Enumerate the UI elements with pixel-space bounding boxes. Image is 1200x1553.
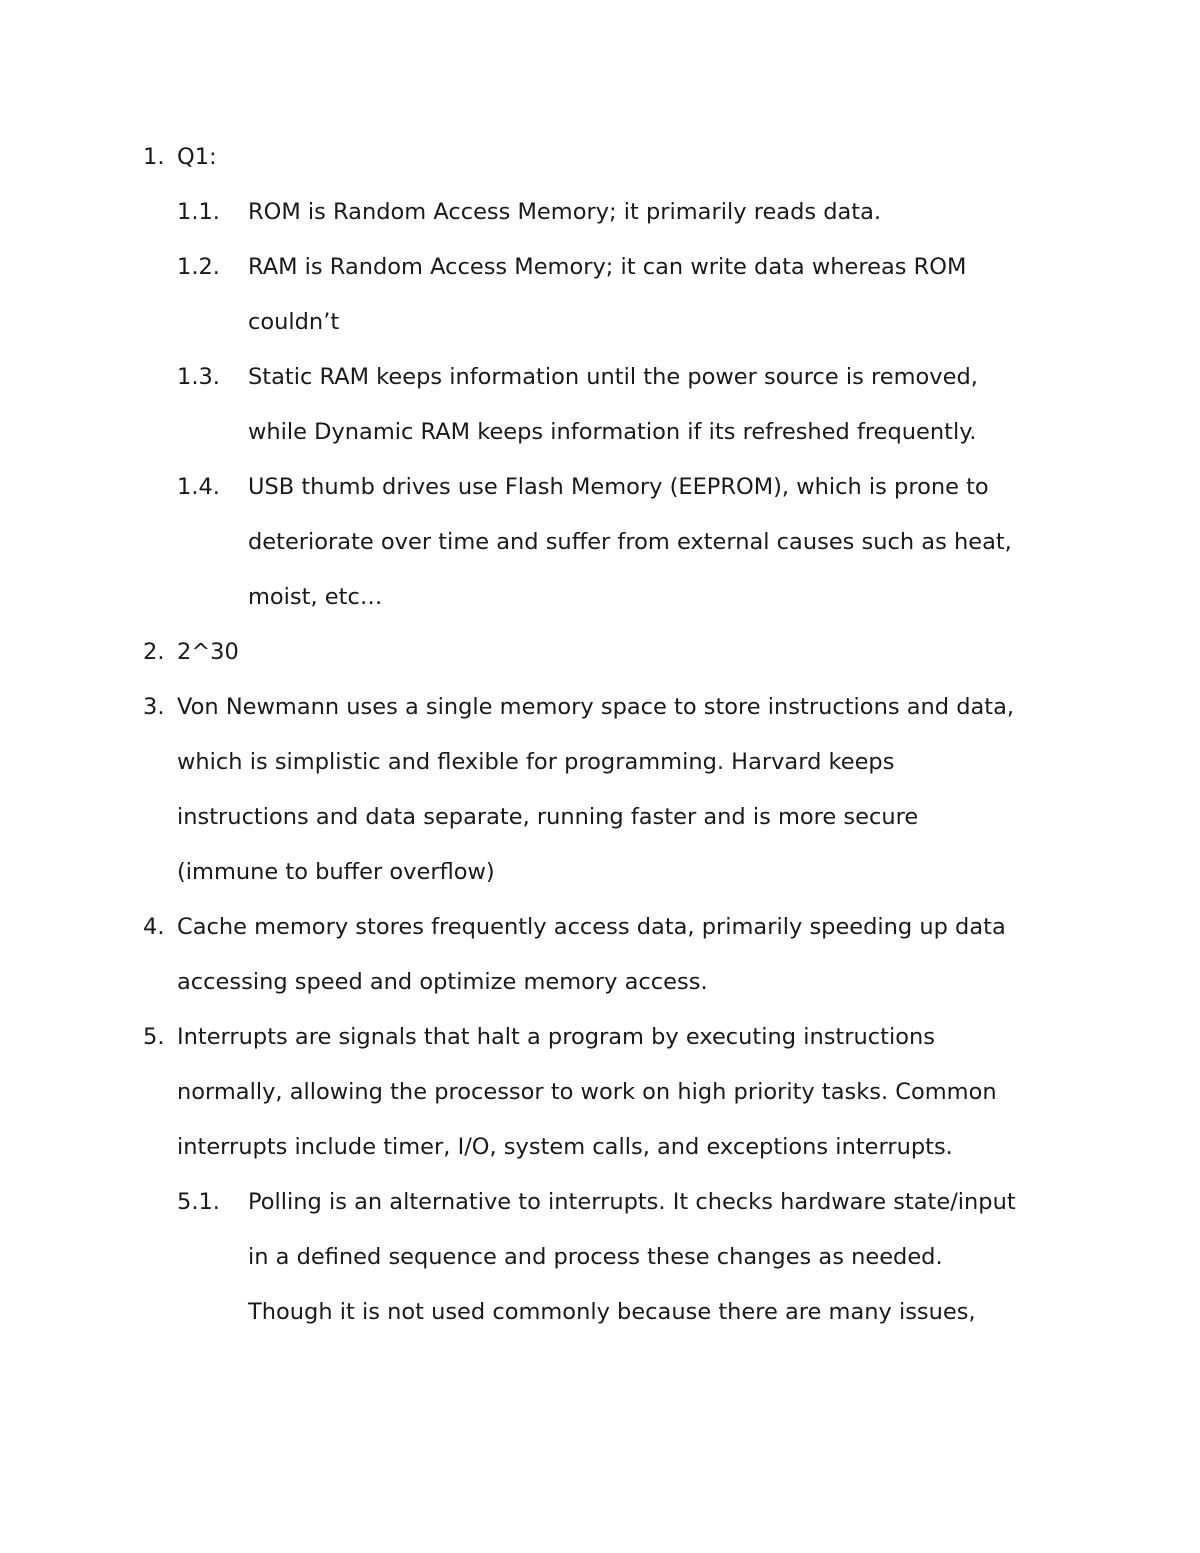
sub-list-item-text: ROM is Random Access Memory; it primarily reads data. — [248, 199, 882, 225]
sub-list-item-text: deteriorate over time and suffer from external causes such as heat, — [248, 529, 1012, 555]
list-item-text: accessing speed and optimize memory access. — [177, 969, 708, 995]
list-item-text: (immune to buffer overflow) — [177, 859, 495, 885]
list-number: 5. — [143, 1024, 165, 1050]
list-item-text: Interrupts are signals that halt a program by executing instructions — [177, 1024, 935, 1050]
sub-list-number: 1.3. — [177, 364, 220, 390]
list-number: 4. — [143, 914, 165, 940]
list-item-text: instructions and data separate, running faster and is more secure — [177, 804, 919, 830]
sub-list-item-text: Though it is not used commonly because there are many issues, — [248, 1299, 976, 1325]
list-number: 2. — [143, 639, 165, 665]
list-item-text: normally, allowing the processor to work on high priority tasks. Common — [177, 1079, 997, 1105]
sub-list-number: 1.2. — [177, 254, 220, 280]
sub-list-item-text: USB thumb drives use Flash Memory (EEPROM), which is prone to — [248, 474, 989, 500]
sub-list-item-text: Static RAM keeps information until the power source is removed, — [248, 364, 978, 390]
list-item-text: Q1: — [177, 144, 217, 170]
list-item-text: Von Newmann uses a single memory space to store instructions and data, — [177, 694, 1015, 720]
list-number: 3. — [143, 694, 165, 720]
sub-list-item-text: moist, etc… — [248, 584, 383, 610]
sub-list-number: 5.1. — [177, 1189, 220, 1215]
sub-list-number: 1.4. — [177, 474, 220, 500]
list-item-text: interrupts include timer, I/O, system calls, and exceptions interrupts. — [177, 1134, 953, 1160]
sub-list-item-text: Polling is an alternative to interrupts. It checks hardware state/input — [248, 1189, 1016, 1215]
list-number: 1. — [143, 144, 165, 170]
sub-list-item-text: while Dynamic RAM keeps information if its refreshed frequently. — [248, 419, 977, 445]
sub-list-number: 1.1. — [177, 199, 220, 225]
sub-list-item-text: in a defined sequence and process these changes as needed. — [248, 1244, 943, 1270]
list-item-text: which is simplistic and flexible for programming. Harvard keeps — [177, 749, 895, 775]
list-item-text: 2^30 — [177, 639, 239, 665]
list-item-text: Cache memory stores frequently access data, primarily speeding up data — [177, 914, 1006, 940]
sub-list-item-text: RAM is Random Access Memory; it can write data whereas ROM — [248, 254, 967, 280]
sub-list-item-text: couldn’t — [248, 309, 340, 335]
